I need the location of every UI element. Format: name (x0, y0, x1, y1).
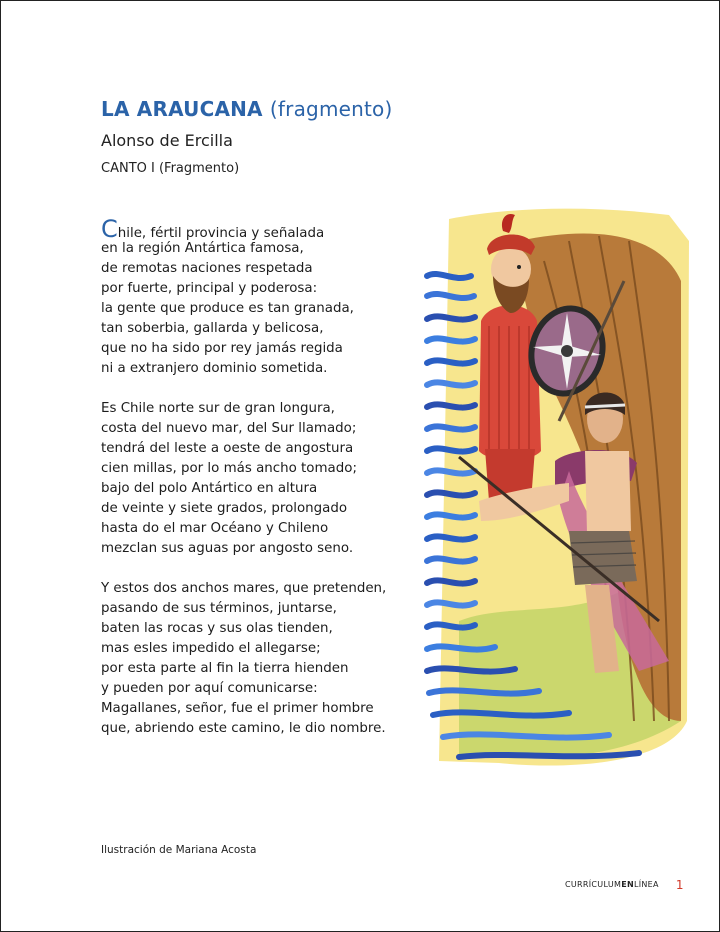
poem-line: Y estos dos anchos mares, que pretenden, (101, 581, 387, 596)
poem-line: de veinte y siete grados, prolongado (101, 501, 348, 516)
stanza-1 (101, 215, 421, 379)
poem-line: tan soberbia, gallarda y belicosa, (101, 321, 324, 336)
poem-line: de remotas naciones respetada (101, 261, 313, 276)
poem-line-text: hile, fértil provincia y señalada (117, 226, 325, 241)
stanza-2 (101, 399, 421, 559)
poem-line: hasta do el mar Océano y Chileno (101, 521, 329, 536)
brand-part-2: EN (621, 880, 634, 889)
poem-line: por esta parte al fin la tierra hienden (101, 661, 349, 676)
poem-line: por fuerte, principal y poderosa: (101, 281, 318, 296)
poem-line: y pueden por aquí comunicarse: (101, 681, 318, 696)
poem-line: bajo del polo Antártico en altura (101, 481, 318, 496)
poem-line: Es Chile norte sur de gran longura, (101, 401, 335, 416)
poem-line: tendrá del leste a oeste de angostura (101, 441, 354, 456)
page-title (101, 97, 392, 121)
poem-line: mas esles impedido el allegarse; (101, 641, 321, 656)
author-name: Alonso de Ercilla (101, 131, 233, 150)
poem-line: que no ha sido por rey jamás regida (101, 341, 343, 356)
poem (101, 215, 421, 759)
illustration-credit: Ilustración de Mariana Acosta (101, 844, 257, 856)
poem-line: la gente que produce es tan granada, (101, 301, 354, 316)
illustration (419, 201, 695, 779)
drop-cap: C (101, 215, 118, 243)
brand-part-3: LÍNEA (633, 880, 659, 889)
poem-line: que, abriendo este camino, le dio nombre. (101, 721, 386, 736)
brand-part-1: CURRÍCULUM (565, 880, 622, 889)
poem-line: Magallanes, señor, fue el primer hombre (101, 701, 374, 716)
title-main: LA ARAUCANA (101, 97, 263, 121)
poem-line: pasando de sus términos, juntarse, (101, 601, 337, 616)
poem-line (101, 215, 421, 243)
page-number: 1 (675, 877, 684, 892)
page-footer (565, 874, 684, 893)
canto-label: CANTO I (Fragmento) (101, 161, 240, 176)
brand-logo (565, 880, 659, 889)
poem-line: en la región Antártica famosa, (101, 241, 304, 256)
poem-line: ni a extranjero dominio sometida. (101, 361, 328, 376)
poem-line: cien millas, por lo más ancho tomado; (101, 461, 357, 476)
title-subtitle: (fragmento) (269, 97, 393, 121)
stanza-3 (101, 579, 421, 739)
poem-line: costa del nuevo mar, del Sur llamado; (101, 421, 357, 436)
poem-line: mezclan sus aguas por angosto seno. (101, 541, 354, 556)
poem-line: baten las rocas y sus olas tienden, (101, 621, 333, 636)
